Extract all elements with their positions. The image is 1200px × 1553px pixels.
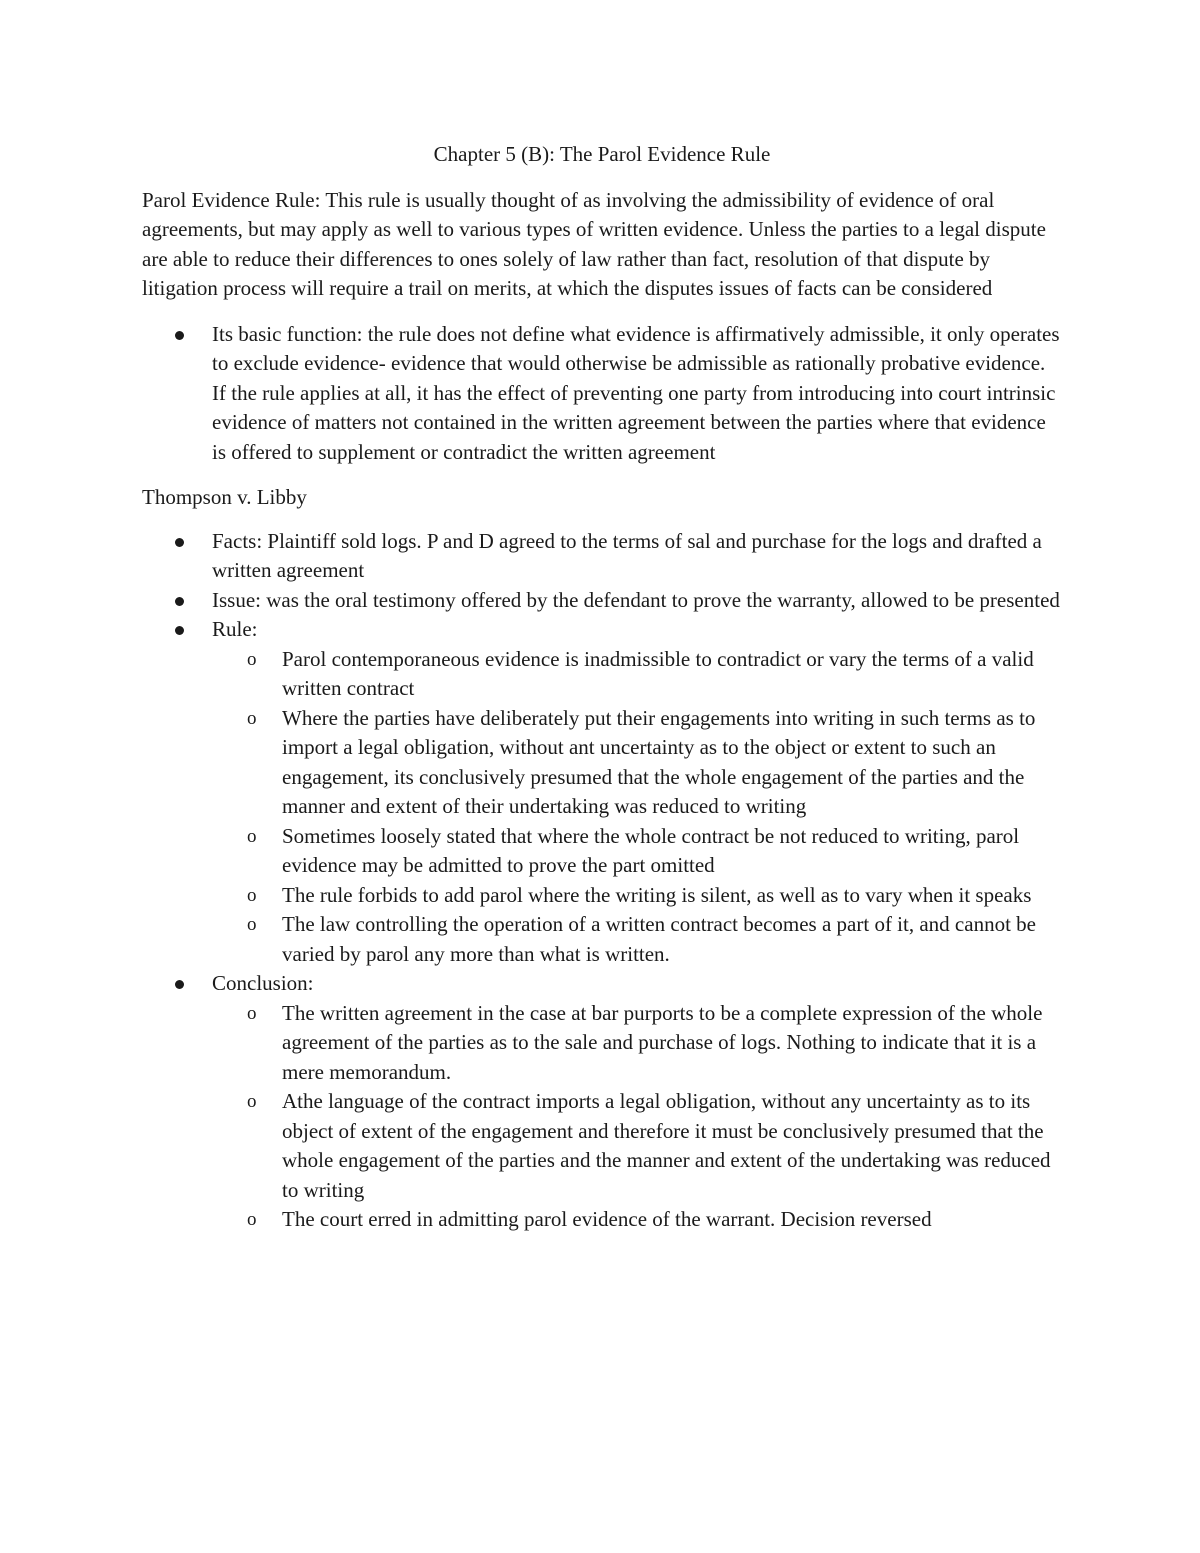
circle-bullet-icon: o xyxy=(247,707,257,729)
bullet-icon xyxy=(175,538,184,547)
rule-sublist xyxy=(212,645,1062,970)
facts-text: Facts: Plaintiff sold logs. P and D agreed to the terms of sal and purchase for the logs and drafted a written agreement xyxy=(212,528,1042,582)
circle-bullet-icon: o xyxy=(247,914,257,935)
conclusion-item-text: The written agreement in the case at bar purports to be a complete expression of the whole agreement of the parties as to the sale and purchase of logs. Nothing to indicate that it is a mere memorandum. xyxy=(282,1000,1043,1084)
case-heading: Thompson v. Libby xyxy=(142,485,307,509)
sub-list-item xyxy=(212,704,1062,822)
sub-list-item xyxy=(212,1087,1062,1205)
sub-list-item xyxy=(212,1205,1062,1235)
sub-list-item xyxy=(212,910,1062,969)
circle-bullet-icon: o xyxy=(247,648,257,670)
rule-item-text: Where the parties have deliberately put their engagements into writing in such terms as to import a legal obligation, without ant uncertainty as to the object or extent to such an engagement, its conclusively presumed that the whole engagement of the parties and the manner and extent of their undertaking was reduced to writing xyxy=(282,705,1036,818)
document-body xyxy=(142,140,1062,1251)
bullet-icon xyxy=(175,626,184,635)
rule-item-text: The law controlling the operation of a written contract becomes a part of it, and cannot be varied by parol any more than what is written. xyxy=(282,912,1036,966)
list-item xyxy=(142,969,1062,1235)
list-item xyxy=(142,615,1062,969)
conclusion-label: Conclusion: xyxy=(212,971,314,995)
function-list xyxy=(142,320,1062,468)
rule-item-text: Sometimes loosely stated that where the whole contract be not reduced to writing, parol evidence may be admitted to prove the part omitted xyxy=(282,823,1020,877)
list-item xyxy=(142,527,1062,586)
conclusion-item-text: Athe language of the contract imports a legal obligation, without any uncertainty as to its object of extent of the engagement and therefore it must be conclusively presumed that the whole engagement of the parties and the manner and extent of the undertaking was reduced to writing xyxy=(282,1089,1051,1202)
sub-list-item xyxy=(212,645,1062,704)
circle-bullet-icon: o xyxy=(247,1209,257,1230)
issue-text: Issue: was the oral testimony offered by the defendant to prove the warranty, allowed to be presented xyxy=(212,587,1060,612)
document-title: Chapter 5 (B): The Parol Evidence Rule xyxy=(433,142,771,166)
circle-bullet-icon: o xyxy=(247,1091,257,1112)
circle-bullet-icon: o xyxy=(247,884,257,906)
bullet-icon xyxy=(175,980,184,989)
list-item xyxy=(142,586,1062,616)
list-item xyxy=(142,320,1062,468)
rule-label: Rule: xyxy=(212,617,258,641)
bullet-icon xyxy=(175,331,184,340)
rule-item-text: The rule forbids to add parol where the writing is silent, as well as to vary when it speaks xyxy=(282,882,1032,907)
basic-function-text: Its basic function: the rule does not define what evidence is affirmatively admissible, it only operates to exclude evidence- evidence that would otherwise be admissible as rationally probative evidence. If the rule applies at all, it has the effect of preventing one party from introducing into court intrinsic evidence of matters not contained in the written agreement between the parties where that evidence is offered to supplement or contradict the written agreement xyxy=(212,321,1060,464)
case-brief-list xyxy=(142,527,1062,1235)
intro-paragraph: Parol Evidence Rule: This rule is usually thought of as involving the admissibility of evidence of oral agreements, but may apply as well to various types of written evidence. Unless the parties to a legal dispute are able to reduce their differences to ones solely of law rather than fact, resolution of that dispute by litigation process will require a trail on merits, at which the disputes issues of facts can be considered xyxy=(142,187,1046,300)
sub-list-item xyxy=(212,822,1062,881)
rule-item-text: Parol contemporaneous evidence is inadmissible to contradict or vary the terms of a valid written contract xyxy=(282,646,1034,700)
sub-list-item xyxy=(212,881,1062,911)
circle-bullet-icon: o xyxy=(247,825,257,847)
conclusion-sublist xyxy=(212,999,1062,1235)
sub-list-item xyxy=(212,999,1062,1088)
circle-bullet-icon: o xyxy=(247,1002,257,1024)
bullet-icon xyxy=(175,597,184,606)
conclusion-item-text: The court erred in admitting parol evidence of the warrant. Decision reversed xyxy=(282,1207,932,1231)
